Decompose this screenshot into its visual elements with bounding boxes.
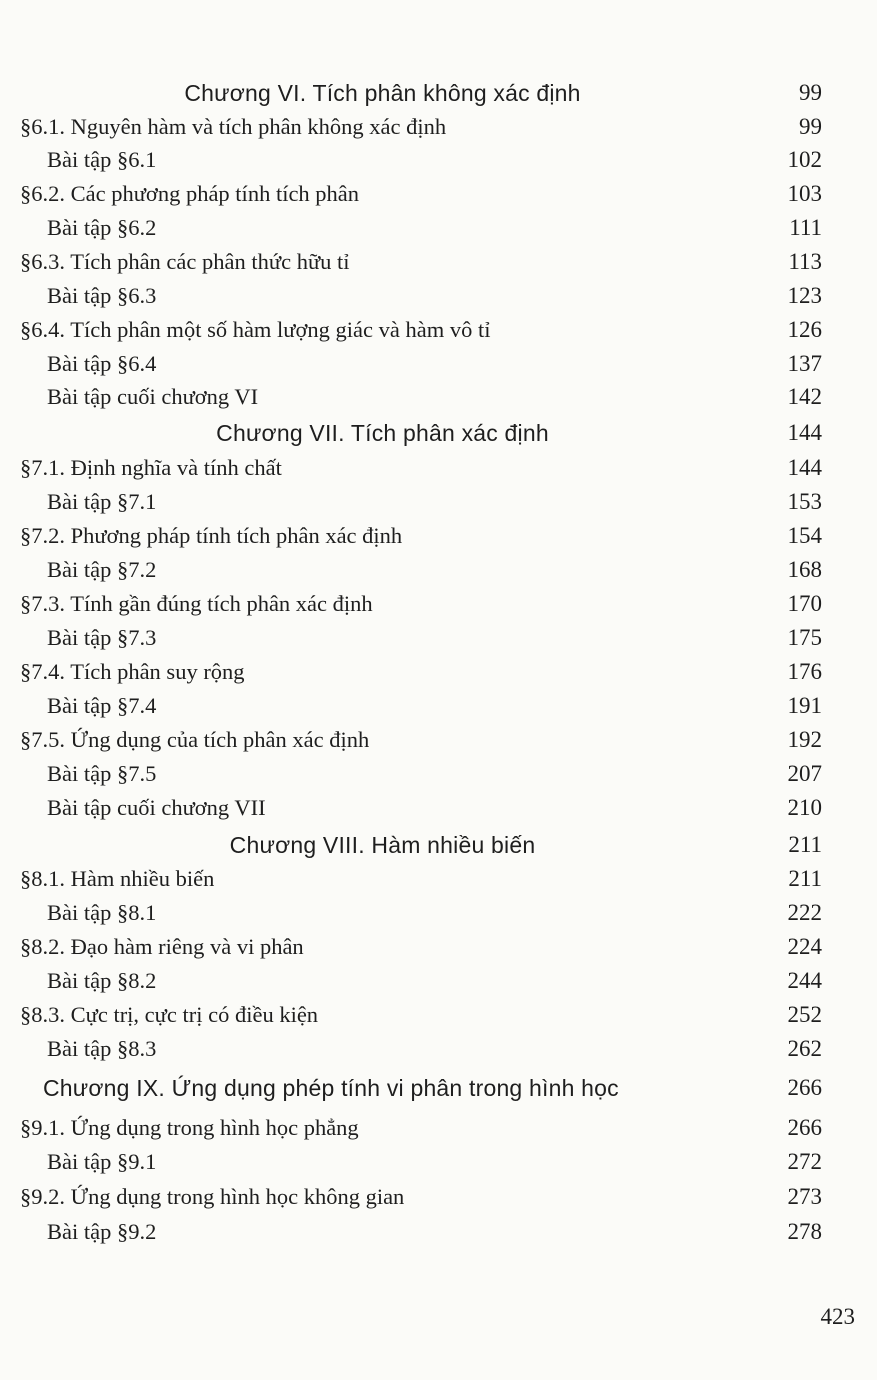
toc-section-row: [0, 587, 877, 621]
toc-exercise-title: Bài tập §6.4: [47, 351, 157, 376]
toc-exercise-row: [0, 380, 877, 414]
toc-page-number: 176: [787, 659, 822, 684]
toc-exercise-title: Bài tập §6.3: [47, 283, 157, 308]
toc-exercise-title: Bài tập cuối chương VII: [47, 795, 266, 820]
toc-exercise-row: [0, 279, 877, 313]
toc-page-number: 272: [787, 1149, 822, 1174]
toc-chapter-title: Chương VII. Tích phân xác định: [216, 420, 549, 446]
toc-section-title: §7.5. Ứng dụng của tích phân xác định: [20, 727, 370, 752]
toc-chapter-row: [0, 416, 877, 450]
toc-exercise-title: Bài tập §9.1: [47, 1149, 157, 1174]
toc-section-title: §6.2. Các phương pháp tính tích phân: [20, 181, 360, 206]
toc-exercise-row: [0, 621, 877, 655]
toc-page-number: 191: [787, 693, 822, 718]
toc-section-title: §8.3. Cực trị, cực trị có điều kiện: [20, 1002, 319, 1027]
toc-page-number: 175: [787, 625, 822, 650]
toc-section-title: §7.4. Tích phân suy rộng: [20, 659, 245, 684]
toc-section-row: [0, 313, 877, 347]
toc-page-number: 142: [787, 384, 822, 409]
toc-chapter-title: Chương VIII. Hàm nhiều biến: [229, 832, 536, 858]
toc-section-title: §9.1. Ứng dụng trong hình học phẳng: [20, 1115, 359, 1140]
toc-exercise-row: [0, 896, 877, 930]
toc-section-row: [0, 998, 877, 1032]
toc-exercise-title: Bài tập §8.1: [47, 900, 157, 925]
toc-section-row: [0, 451, 877, 485]
toc-exercise-row: [0, 553, 877, 587]
toc-section-row: [0, 519, 877, 553]
toc-section-row: [0, 655, 877, 689]
toc-section-row: [0, 930, 877, 964]
toc-page-number: 210: [787, 795, 822, 820]
page-number: 423: [820, 1304, 855, 1329]
toc-section-title: §7.1. Định nghĩa và tính chất: [20, 455, 282, 480]
toc-page-number: 154: [787, 523, 822, 548]
toc-section-title: §8.1. Hàm nhiều biến: [20, 866, 215, 891]
toc-section-row: [0, 245, 877, 279]
toc-exercise-title: Bài tập §6.2: [47, 215, 157, 240]
toc-page-number: 211: [788, 866, 822, 891]
toc-section-row: [0, 723, 877, 757]
toc-exercise-title: Bài tập §7.5: [47, 761, 157, 786]
toc-page-number: 137: [787, 351, 822, 376]
toc-page-number: 207: [787, 761, 822, 786]
toc-exercise-row: [0, 791, 877, 825]
toc-exercise-title: Bài tập §7.2: [47, 557, 157, 582]
toc-section-title: §6.3. Tích phân các phân thức hữu tỉ: [20, 249, 350, 274]
toc-section-title: §7.2. Phương pháp tính tích phân xác định: [20, 523, 403, 548]
toc-exercise-title: Bài tập cuối chương VI: [47, 384, 259, 409]
toc-exercise-row: [0, 1032, 877, 1066]
toc-chapter-row: [0, 828, 877, 862]
toc-exercise-row: [0, 347, 877, 381]
toc-exercise-title: Bài tập §7.3: [47, 625, 157, 650]
toc-section-title: §6.1. Nguyên hàm và tích phân không xác định: [20, 114, 447, 139]
toc-page-number: 192: [787, 727, 822, 752]
toc-section-row: [0, 177, 877, 211]
toc-page-number: 153: [787, 489, 822, 514]
toc-section-row: [0, 1111, 877, 1145]
toc-exercise-row: [0, 757, 877, 791]
toc-page-number: 111: [789, 215, 822, 240]
toc-page-number: 224: [787, 934, 822, 959]
toc-chapter-title: Chương VI. Tích phân không xác định: [184, 80, 581, 106]
toc-page-number: 211: [788, 832, 822, 857]
toc-exercise-row: [0, 689, 877, 723]
toc-exercise-row: [0, 211, 877, 245]
toc-page-number: 273: [787, 1184, 822, 1209]
toc-page-number: 99: [799, 114, 822, 139]
toc-exercise-row: [0, 1145, 877, 1179]
toc-exercise-title: Bài tập §8.2: [47, 968, 157, 993]
toc-page-number: 103: [787, 181, 822, 206]
toc-exercise-title: Bài tập §6.1: [47, 147, 157, 172]
toc-exercise-title: Bài tập §7.1: [47, 489, 157, 514]
toc-section-row: [0, 110, 877, 144]
toc-section-title: §9.2. Ứng dụng trong hình học không gian: [20, 1184, 405, 1209]
toc-page-number: 222: [787, 900, 822, 925]
toc-page-number: 266: [787, 1075, 822, 1100]
toc-page-number: 113: [788, 249, 822, 274]
toc-section-row: [0, 1180, 877, 1214]
toc-section-title: §7.3. Tính gần đúng tích phân xác định: [20, 591, 373, 616]
toc-exercise-row: [0, 964, 877, 998]
toc-section-title: §6.4. Tích phân một số hàm lượng giác và hàm vô tỉ: [20, 317, 491, 342]
toc-exercise-title: Bài tập §7.4: [47, 693, 157, 718]
toc-section-title: §8.2. Đạo hàm riêng và vi phân: [20, 934, 304, 959]
toc-chapter-row: [0, 76, 877, 110]
toc-page-number: 278: [787, 1219, 822, 1244]
toc-exercise-row: [0, 1215, 877, 1249]
toc-page-number: 262: [787, 1036, 822, 1061]
toc-page-number: 252: [787, 1002, 822, 1027]
toc-chapter-row: [0, 1071, 877, 1105]
toc-page-number: 102: [787, 147, 822, 172]
toc-page-number: 99: [799, 80, 822, 105]
toc-exercise-row: [0, 143, 877, 177]
toc-page-number: 144: [787, 455, 822, 480]
toc-section-row: [0, 862, 877, 896]
toc-page-number: 144: [787, 420, 822, 445]
toc-exercise-title: Bài tập §9.2: [47, 1219, 157, 1244]
toc-page-number: 244: [787, 968, 822, 993]
toc-exercise-title: Bài tập §8.3: [47, 1036, 157, 1061]
toc-page-number: 168: [787, 557, 822, 582]
toc-page-number: 126: [787, 317, 822, 342]
toc-chapter-title: Chương IX. Ứng dụng phép tính vi phân trong hình học: [43, 1075, 619, 1101]
toc-exercise-row: [0, 485, 877, 519]
toc-page-number: 170: [787, 591, 822, 616]
toc-page-number: 123: [787, 283, 822, 308]
toc-page-number: 266: [787, 1115, 822, 1140]
